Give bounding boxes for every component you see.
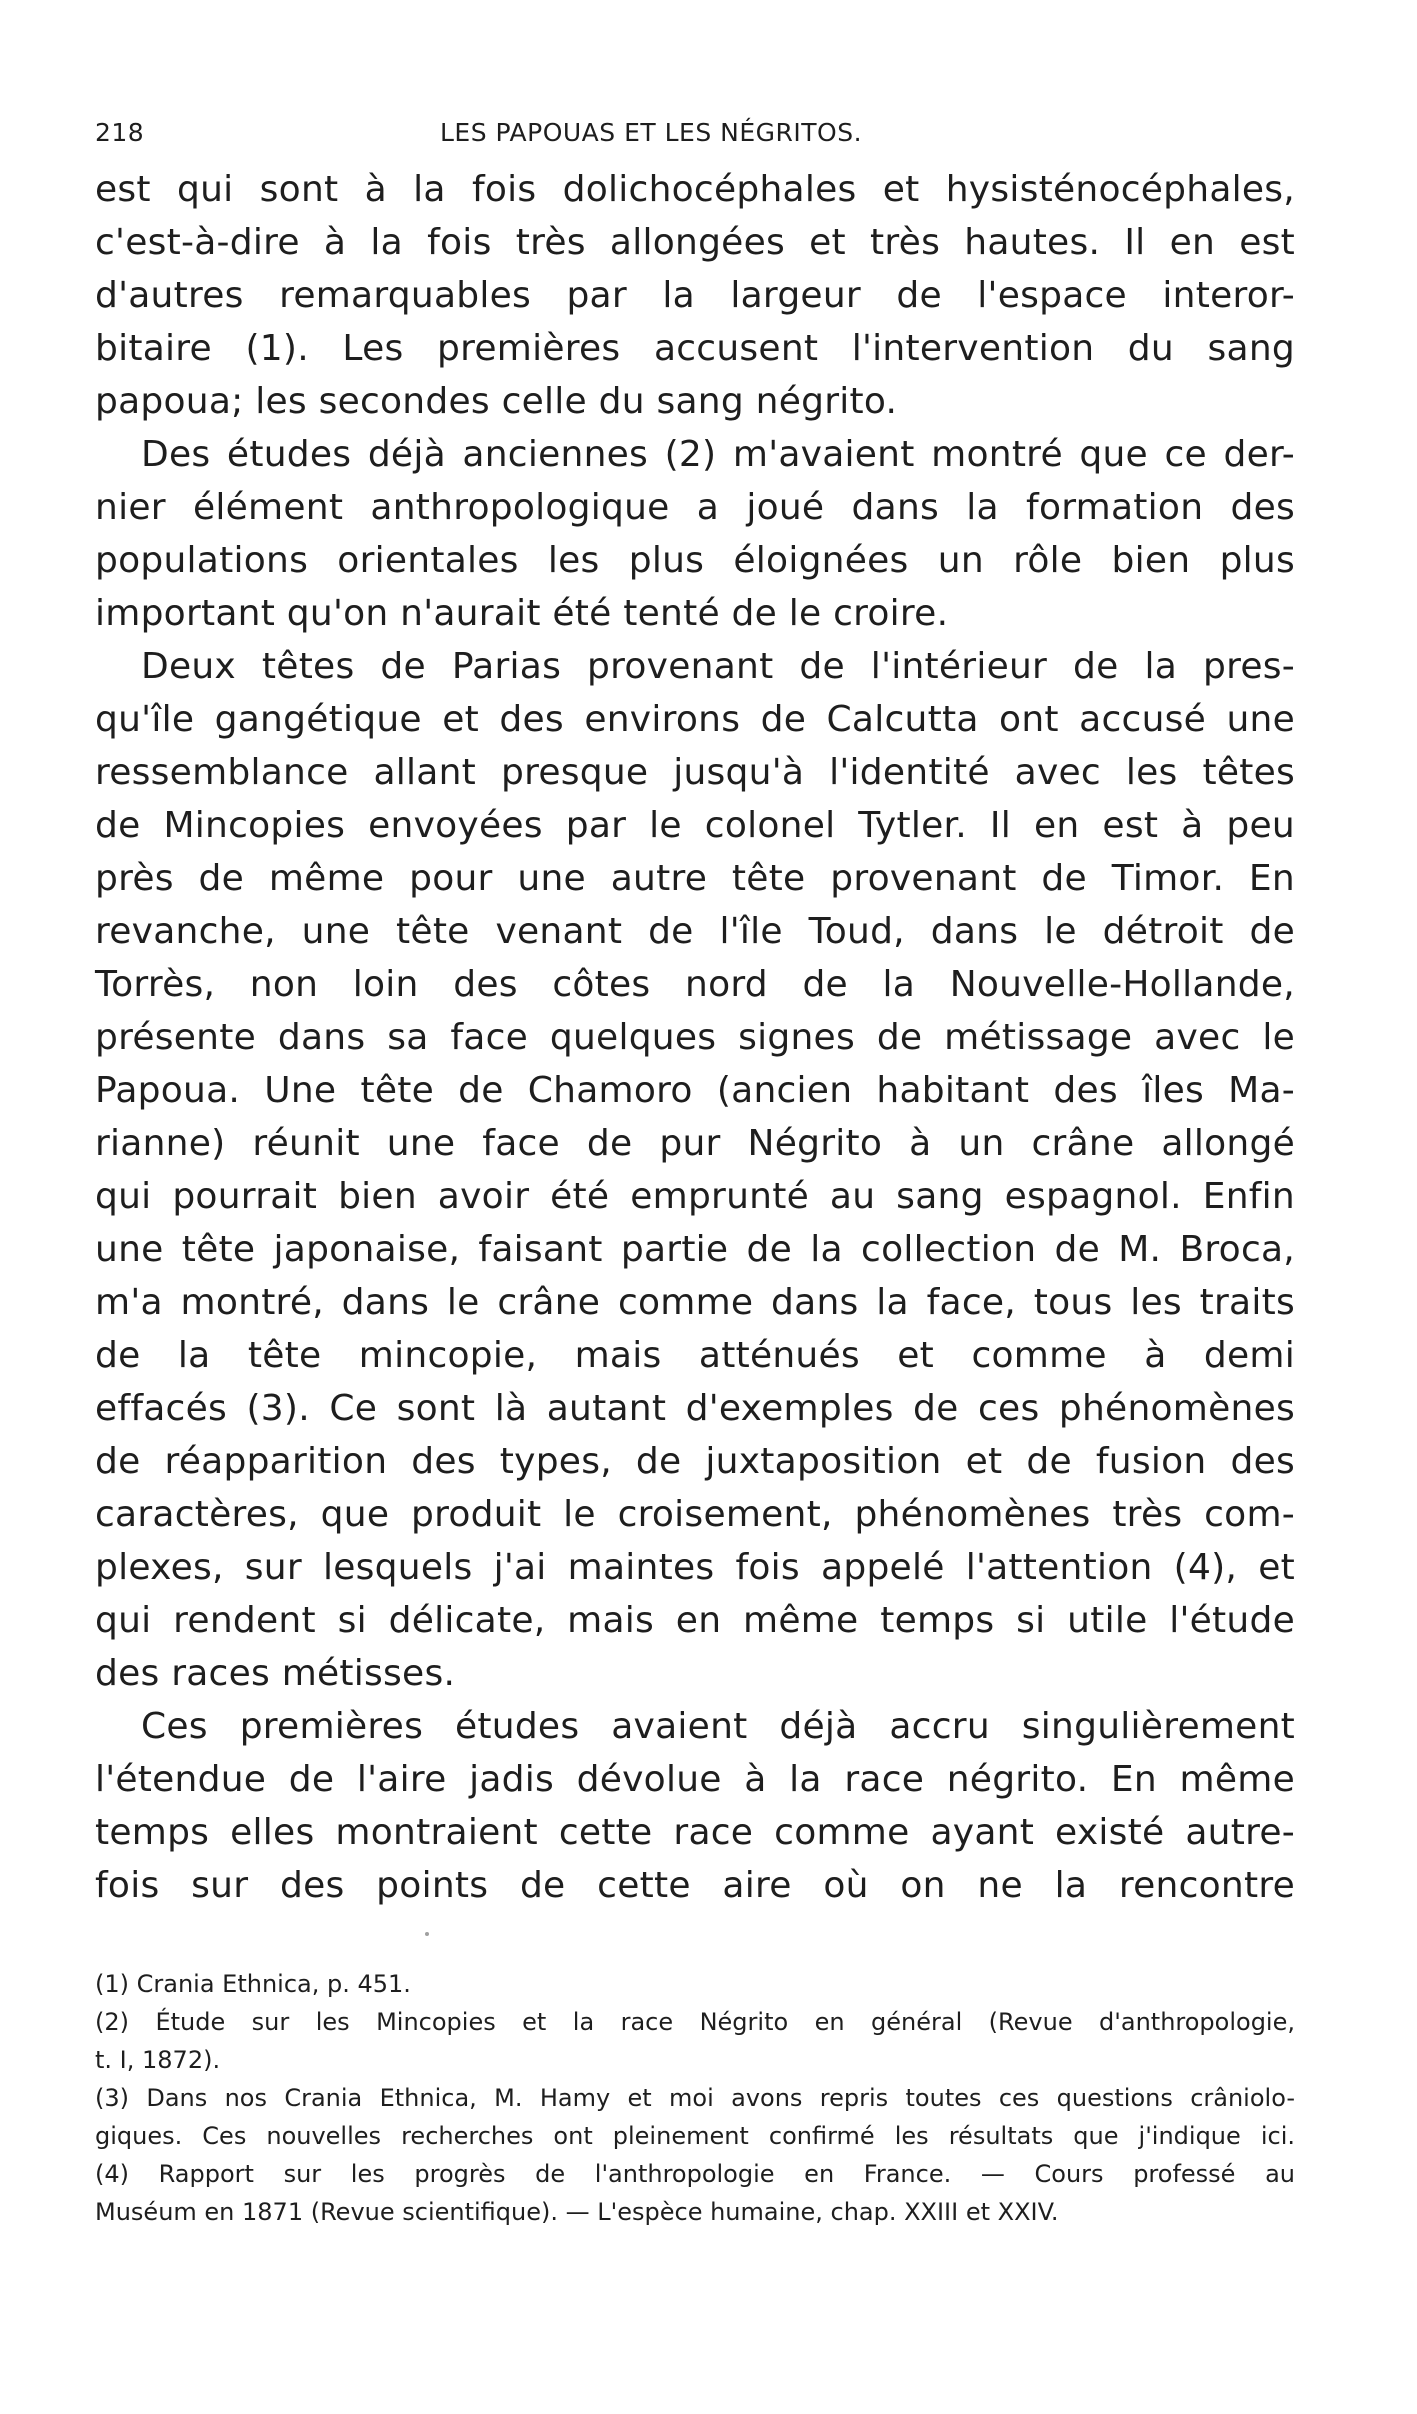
body-line: m'a montré, dans le crâne comme dans la face, tous les traits xyxy=(95,1282,1295,1323)
body-line: Des études déjà anciennes (2) m'avaient montré que ce der- xyxy=(141,434,1295,475)
footnotes xyxy=(95,1965,1295,2231)
footnote-line: (3) Dans nos Crania Ethnica, M. Hamy et moi avons repris toutes ces questions crâniolo- xyxy=(95,2084,1295,2112)
body-text xyxy=(95,163,1295,1912)
footnote-divider-dot xyxy=(425,1932,429,1936)
body-line: papoua; les secondes celle du sang négrito. xyxy=(95,381,898,422)
body-line: Ces premières études avaient déjà accru singulièrement xyxy=(141,1706,1295,1747)
footnote-line: (4) Rapport sur les progrès de l'anthropologie en France. — Cours professé au xyxy=(95,2160,1295,2188)
body-line: de Mincopies envoyées par le colonel Tytler. Il en est à peu xyxy=(95,805,1295,846)
body-line: fois sur des points de cette aire où on ne la rencontre xyxy=(95,1865,1295,1906)
body-line: temps elles montraient cette race comme ayant existé autre- xyxy=(95,1812,1295,1853)
footnote-line: (2) Étude sur les Mincopies et la race Négrito en général (Revue d'anthropologie, xyxy=(95,2008,1295,2036)
body-line: revanche, une tête venant de l'île Toud, dans le détroit de xyxy=(95,911,1295,952)
footnote-line: t. I, 1872). xyxy=(95,2046,221,2074)
body-line: présente dans sa face quelques signes de métissage avec le xyxy=(95,1017,1295,1058)
body-line: nier élément anthropologique a joué dans la formation des xyxy=(95,487,1295,528)
body-line: d'autres remarquables par la largeur de l'espace interor- xyxy=(95,275,1295,316)
body-line: des races métisses. xyxy=(95,1653,456,1694)
body-line: de la tête mincopie, mais atténués et comme à demi xyxy=(95,1335,1295,1376)
body-line: qui pourrait bien avoir été emprunté au sang espagnol. Enfin xyxy=(95,1176,1295,1217)
body-line: caractères, que produit le croisement, phénomènes très com- xyxy=(95,1494,1295,1535)
body-line: est qui sont à la fois dolichocéphales et hysisténocéphales, xyxy=(95,169,1295,210)
running-title: LES PAPOUAS ET LES NÉGRITOS. xyxy=(440,118,863,147)
body-line: qu'île gangétique et des environs de Calcutta ont accusé une xyxy=(95,699,1295,740)
body-line: plexes, sur lesquels j'ai maintes fois appelé l'attention (4), et xyxy=(95,1547,1295,1588)
body-line: populations orientales les plus éloignées un rôle bien plus xyxy=(95,540,1295,581)
body-line: près de même pour une autre tête provenant de Timor. En xyxy=(95,858,1295,899)
footnote-line: giques. Ces nouvelles recherches ont pleinement confirmé les résultats que j'indique ici. xyxy=(95,2122,1295,2150)
body-line: effacés (3). Ce sont là autant d'exemples de ces phénomènes xyxy=(95,1388,1295,1429)
body-line: Torrès, non loin des côtes nord de la Nouvelle-Hollande, xyxy=(95,964,1295,1005)
body-line: une tête japonaise, faisant partie de la collection de M. Broca, xyxy=(95,1229,1295,1270)
body-line: l'étendue de l'aire jadis dévolue à la race négrito. En même xyxy=(95,1759,1295,1800)
body-line: qui rendent si délicate, mais en même temps si utile l'étude xyxy=(95,1600,1295,1641)
footnote-line: Muséum en 1871 (Revue scientifique). — L'espèce humaine, chap. XXIII et XXIV. xyxy=(95,2198,1059,2226)
body-line: bitaire (1). Les premières accusent l'intervention du sang xyxy=(95,328,1295,369)
body-line: c'est-à-dire à la fois très allongées et très hautes. Il en est xyxy=(95,222,1295,263)
body-line: important qu'on n'aurait été tenté de le croire. xyxy=(95,593,949,634)
running-header xyxy=(95,118,1305,158)
body-line: Papoua. Une tête de Chamoro (ancien habitant des îles Ma- xyxy=(95,1070,1295,1111)
body-line: ressemblance allant presque jusqu'à l'identité avec les têtes xyxy=(95,752,1295,793)
body-line: de réapparition des types, de juxtaposition et de fusion des xyxy=(95,1441,1295,1482)
footnote-line: (1) Crania Ethnica, p. 451. xyxy=(95,1970,411,1998)
body-line: rianne) réunit une face de pur Négrito à un crâne allongé xyxy=(95,1123,1295,1164)
body-line: Deux têtes de Parias provenant de l'intérieur de la pres- xyxy=(141,646,1295,687)
page-number: 218 xyxy=(95,118,145,147)
